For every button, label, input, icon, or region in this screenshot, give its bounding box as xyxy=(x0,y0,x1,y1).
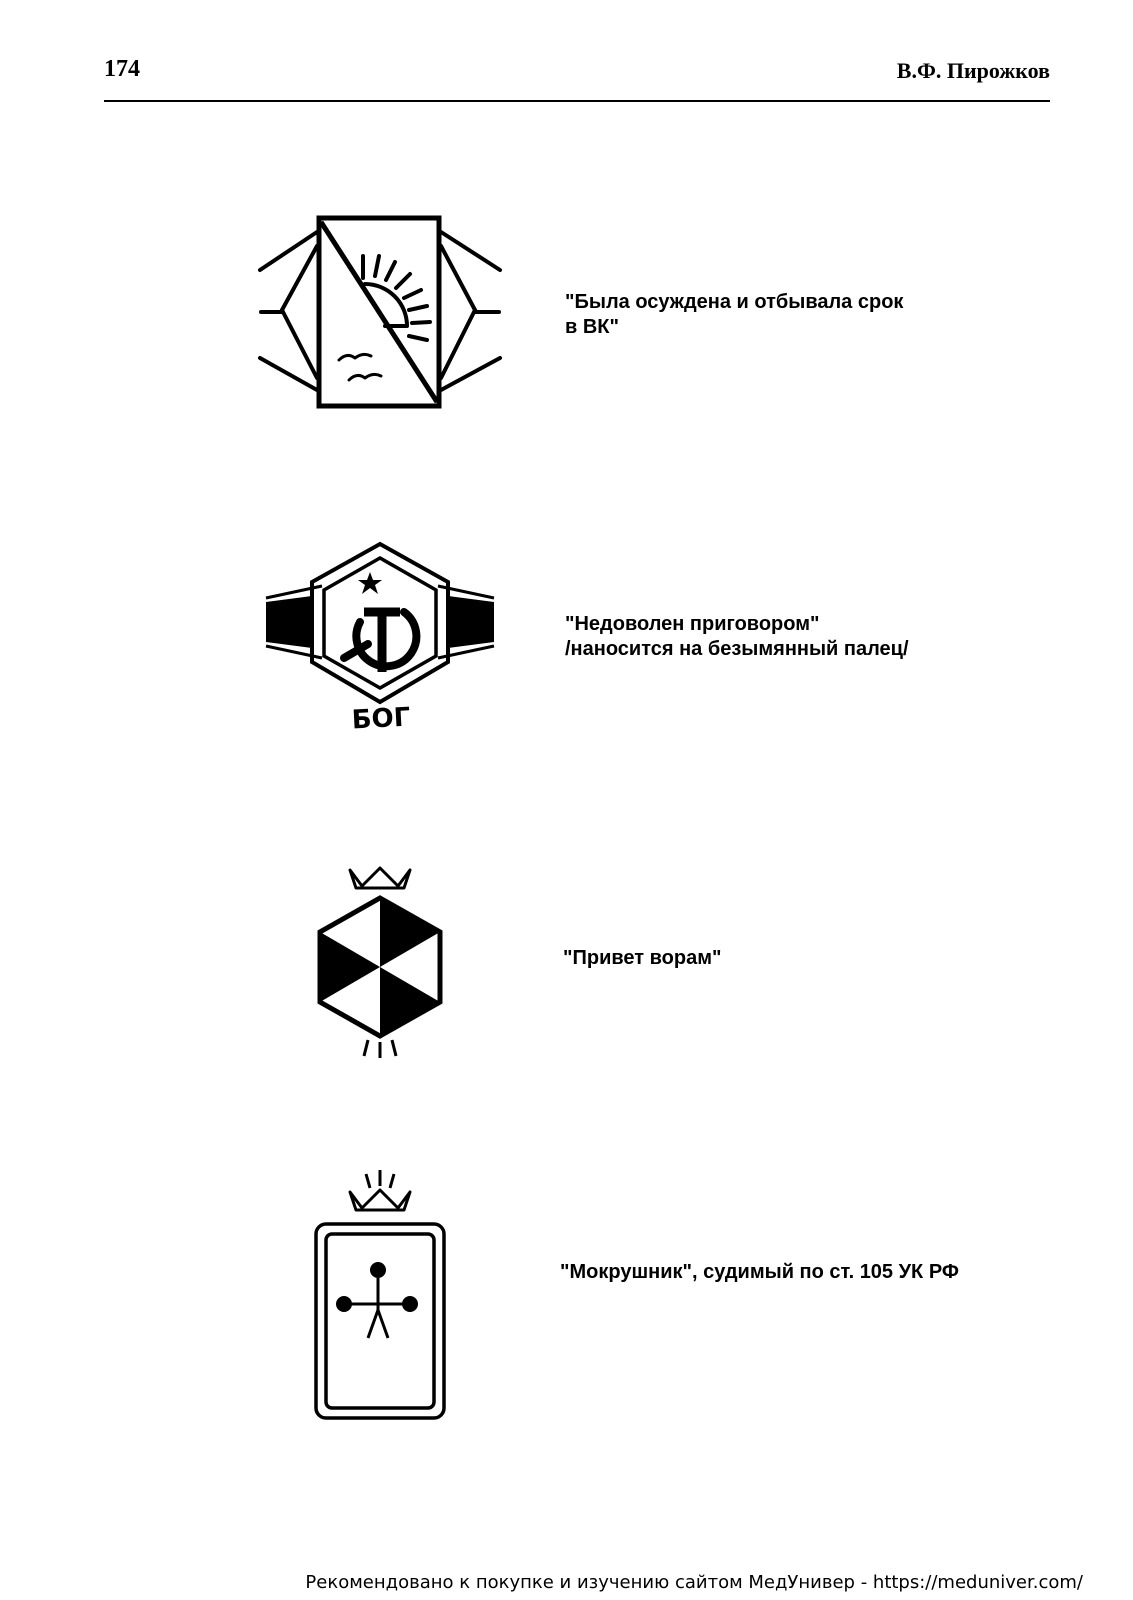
author-running-head: В.Ф. Пирожков xyxy=(896,58,1050,83)
ring-crown-figure-icon xyxy=(312,1170,448,1422)
tattoo-caption-2 xyxy=(565,612,909,662)
page-number: 174 xyxy=(104,56,140,82)
tattoo-caption-1 xyxy=(565,290,903,340)
caption-line: "Была осуждена и отбывала срок xyxy=(565,291,904,313)
footer-recommendation: Рекомендовано к покупке и изучению сайтом МедУнивер - https://meduniver.com/ xyxy=(305,1572,1083,1593)
ring-label: БОГ xyxy=(351,702,411,736)
page-header xyxy=(104,56,1050,102)
tattoo-figure-1 xyxy=(255,210,505,415)
caption-line: /наносится на безымянный палец/ xyxy=(565,638,909,660)
tattoo-figure-4 xyxy=(312,1170,448,1422)
tattoo-figure-2 xyxy=(262,540,498,740)
tattoo-caption-3 xyxy=(563,946,721,971)
caption-line: в ВК" xyxy=(565,316,619,338)
caption-line: "Привет ворам" xyxy=(563,947,722,969)
tattoo-figure-3 xyxy=(312,858,448,1064)
ring-sun-birds-icon xyxy=(255,210,505,415)
caption-line: "Мокрушник", судимый по ст. 105 УК РФ xyxy=(560,1261,959,1283)
tattoo-caption-4 xyxy=(560,1260,959,1285)
caption-line: "Недоволен приговором" xyxy=(565,613,820,635)
hexagon-crown-icon xyxy=(312,858,448,1064)
